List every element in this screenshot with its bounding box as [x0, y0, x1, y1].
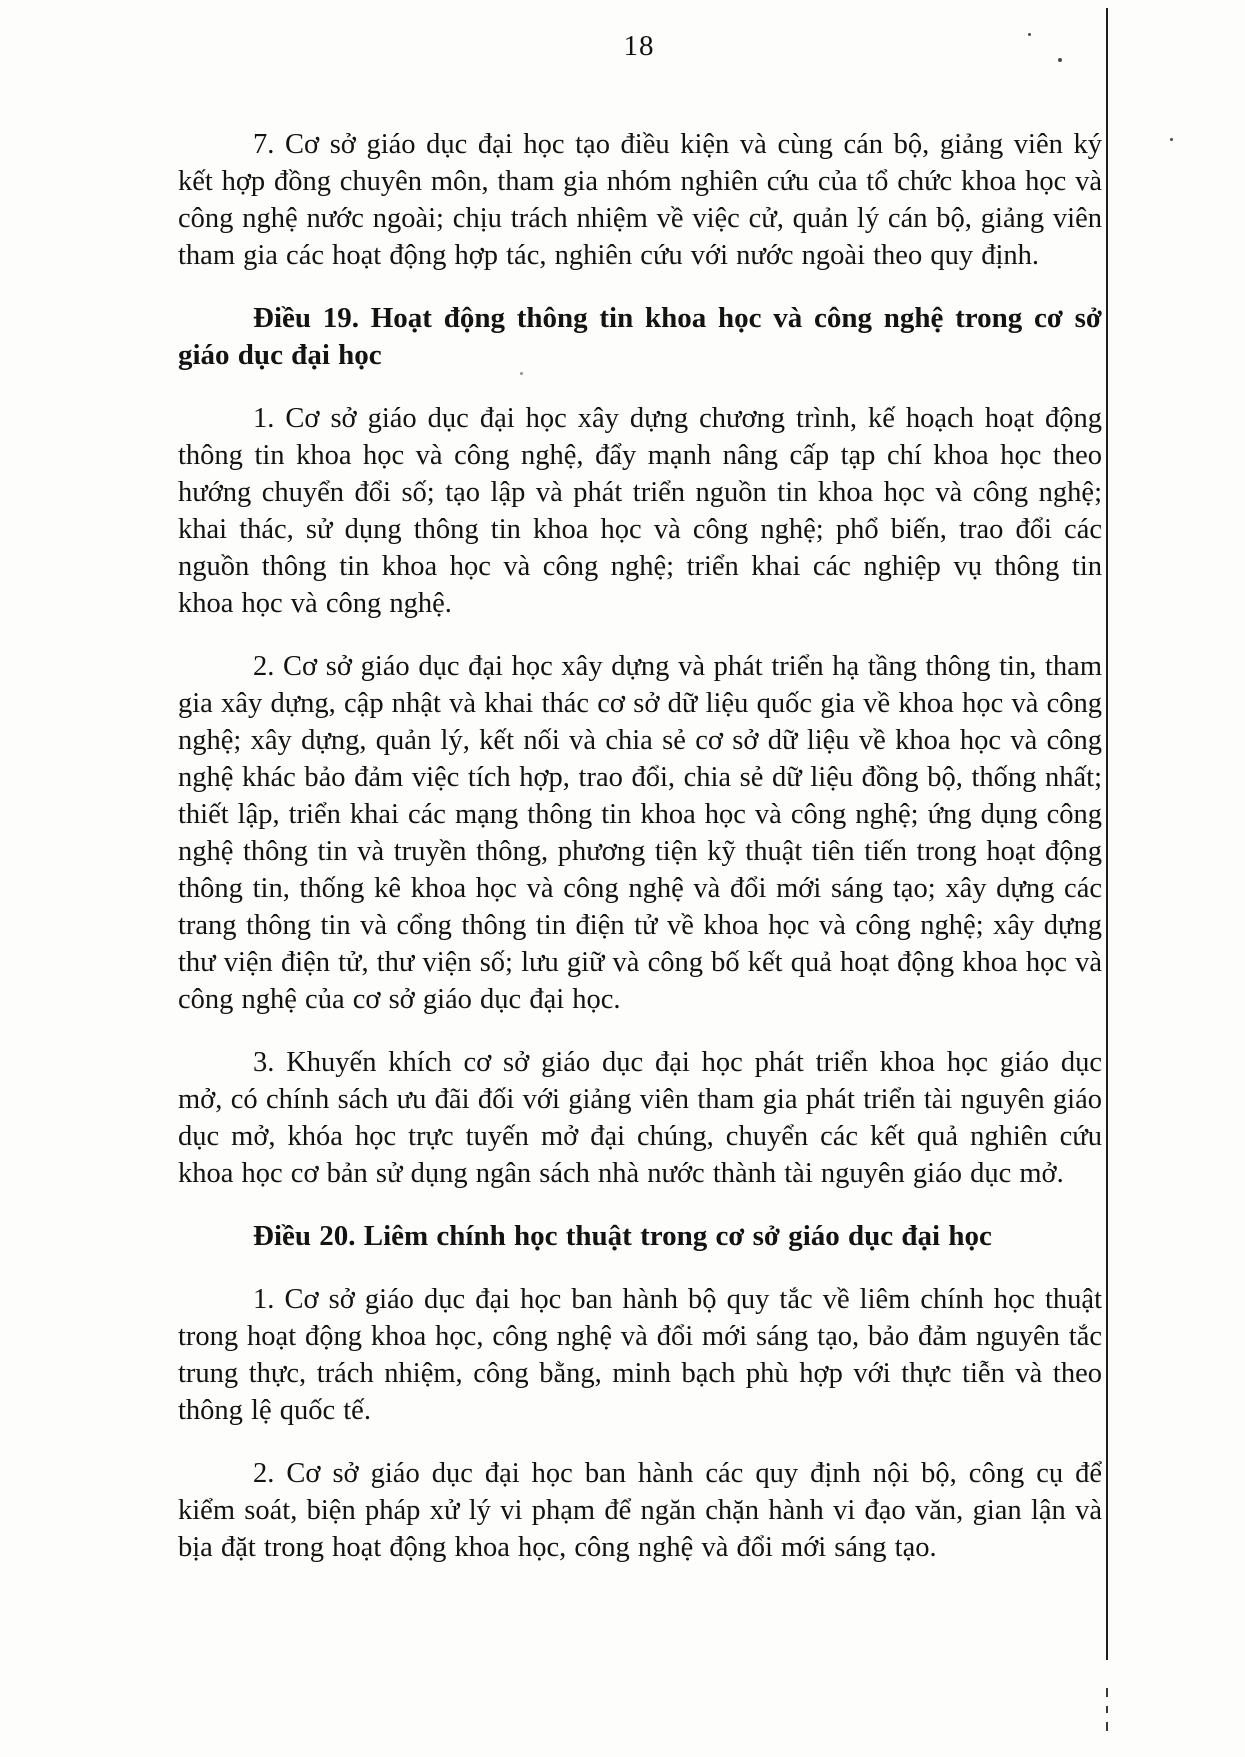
scan-speckle [1028, 33, 1031, 36]
article-20-heading: Điều 20. Liêm chính học thuật trong cơ sở giáo dục đại học [253, 1220, 992, 1252]
article-19-clause-3: 3. Khuyến khích cơ sở giáo dục đại học phát triển khoa học giáo dục mở, có chính sách ưu đãi đối với giảng viên tham gia phát triển tài nguyên giáo dục mở, khóa học trực tuyến mở đại chúng, chuyển các kết quả nghiên cứu khoa học cơ bản sử dụng ngân sách nhà nước thành tài nguyên giáo dục mở. [178, 1047, 1102, 1189]
clause-7-paragraph: 7. Cơ sở giáo dục đại học tạo điều kiện và cùng cán bộ, giảng viên ký kết hợp đồng chuyên môn, tham gia nhóm nghiên cứu của tổ chức khoa học và công nghệ nước ngoài; chịu trách nhiệm về việc cử, quản lý cán bộ, giảng viên tham gia các hoạt động hợp tác, nghiên cứu với nước ngoài theo quy định. [178, 129, 1102, 271]
scan-fold-dash [1106, 1688, 1108, 1697]
scan-fold-line [1106, 8, 1108, 1660]
scan-fold-dash [1106, 1722, 1108, 1731]
scan-speckle [520, 372, 523, 375]
scan-fold-dash [1106, 1706, 1108, 1713]
article-20-clause-2: 2. Cơ sở giáo dục đại học ban hành các quy định nội bộ, công cụ để kiểm soát, biện pháp xử lý vi phạm để ngăn chặn hành vi đạo văn, gian lận và bịa đặt trong hoạt động khoa học, công nghệ và đổi mới sáng tạo. [178, 1458, 1102, 1563]
article-19-clause-2: 2. Cơ sở giáo dục đại học xây dựng và phát triển hạ tầng thông tin, tham gia xây dựng, cập nhật và khai thác cơ sở dữ liệu quốc gia về khoa học và công nghệ; xây dựng, quản lý, kết nối và chia sẻ cơ sở dữ liệu về khoa học và công nghệ khác bảo đảm việc tích hợp, trao đổi, chia sẻ dữ liệu đồng bộ, thống nhất; thiết lập, triển khai các mạng thông tin khoa học và công nghệ; ứng dụng công nghệ thông tin và truyền thông, phương tiện kỹ thuật tiên tiến trong hoạt động thông tin, thống kê khoa học và công nghệ và đổi mới sáng tạo; xây dựng các trang thông tin và cổng thông tin điện tử về khoa học và công nghệ; xây dựng thư viện điện tử, thư viện số; lưu giữ và công bố kết quả hoạt động khoa học và công nghệ của cơ sở giáo dục đại học. [178, 651, 1102, 1015]
article-19-clause-1: 1. Cơ sở giáo dục đại học xây dựng chương trình, kế hoạch hoạt động thông tin khoa học và công nghệ, đẩy mạnh nâng cấp tạp chí khoa học theo hướng chuyển đổi số; tạo lập và phát triển nguồn tin khoa học và công nghệ; khai thác, sử dụng thông tin khoa học và công nghệ; phổ biến, trao đổi các nguồn thông tin khoa học và công nghệ; triển khai các nghiệp vụ thông tin khoa học và công nghệ. [178, 403, 1102, 619]
article-19-heading: Điều 19. Hoạt động thông tin khoa học và công nghệ trong cơ sở giáo dục đại học [178, 302, 1102, 371]
page-number: 18 [623, 30, 655, 62]
scan-speckle [1058, 58, 1062, 62]
article-20-clause-1: 1. Cơ sở giáo dục đại học ban hành bộ quy tắc về liêm chính học thuật trong hoạt động khoa học, công nghệ và đổi mới sáng tạo, bảo đảm nguyên tắc trung thực, trách nhiệm, công bằng, minh bạch phù hợp với thực tiễn và theo thông lệ quốc tế. [178, 1284, 1102, 1426]
scan-speckle [1170, 138, 1173, 141]
document-body [178, 126, 1102, 1592]
